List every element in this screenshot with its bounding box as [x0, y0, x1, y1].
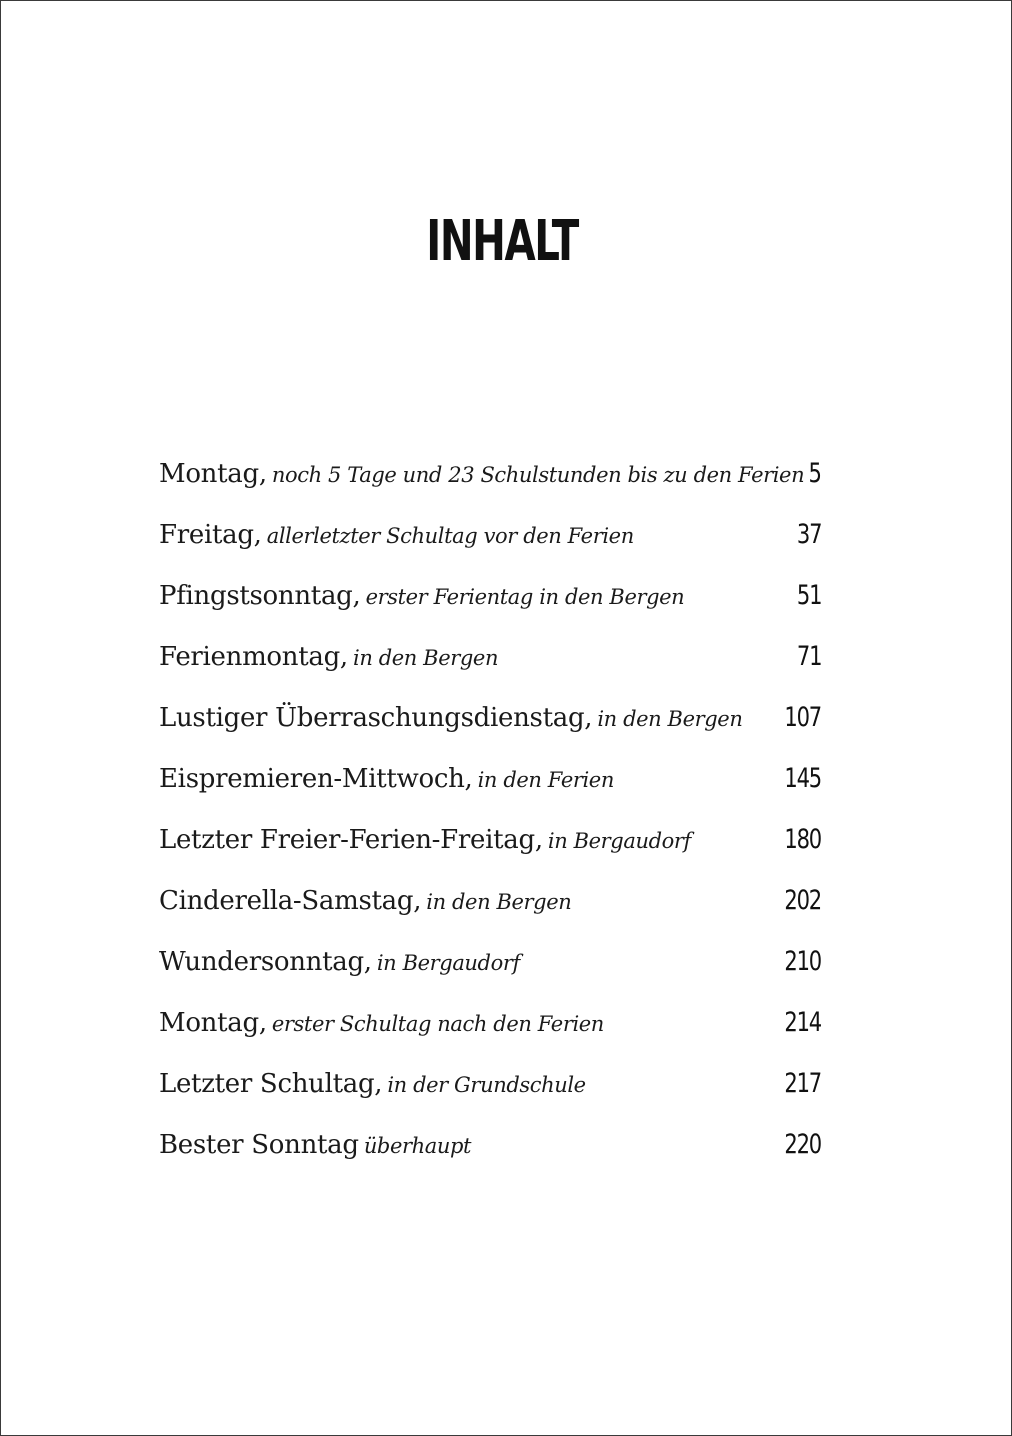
- chapter-subtitle: allerletzter Schultag vor den Ferien: [266, 524, 634, 548]
- chapter-title: Eispremieren-Mittwoch,: [159, 764, 473, 794]
- toc-entry: [159, 514, 827, 575]
- toc-entry: [159, 941, 827, 1002]
- toc-entry: [159, 697, 827, 758]
- chapter-subtitle: noch 5 Tage und 23 Schulstunden bis zu den Ferien: [271, 463, 805, 487]
- chapter-title: Cinderella-Samstag,: [159, 886, 422, 916]
- chapter-title: Montag,: [159, 1008, 267, 1038]
- toc-entry: [159, 1063, 827, 1124]
- toc-entry: [159, 880, 827, 941]
- page-number: 180: [784, 824, 821, 855]
- page-number: 107: [784, 702, 821, 733]
- page-number: 5: [808, 458, 821, 489]
- chapter-title: Freitag,: [159, 520, 262, 550]
- page-number: 37: [796, 519, 821, 550]
- chapter-title: Bester Sonntag: [159, 1130, 359, 1160]
- page-number: 217: [784, 1068, 821, 1099]
- chapter-title: Lustiger Überraschungsdienstag,: [159, 703, 593, 733]
- page-title: INHALT: [426, 209, 578, 274]
- chapter-subtitle: erster Ferientag in den Bergen: [365, 585, 685, 609]
- chapter-title: Pfingstsonntag,: [159, 581, 361, 611]
- toc-entry: [159, 453, 827, 514]
- toc-entry: [159, 758, 827, 819]
- chapter-subtitle: in den Bergen: [426, 890, 572, 914]
- toc-entry: [159, 1002, 827, 1063]
- chapter-subtitle: in den Bergen: [353, 646, 499, 670]
- chapter-subtitle: in Bergaudorf: [547, 829, 691, 853]
- page-number: 51: [796, 580, 821, 611]
- chapter-subtitle: in den Bergen: [597, 707, 743, 731]
- toc-entry: [159, 575, 827, 636]
- page-number: 214: [784, 1007, 821, 1038]
- chapter-title: Ferienmontag,: [159, 642, 348, 672]
- chapter-title: Letzter Schultag,: [159, 1069, 383, 1099]
- chapter-title: Montag,: [159, 459, 267, 489]
- page-number: 220: [784, 1129, 821, 1160]
- page-number: 202: [784, 885, 821, 916]
- chapter-subtitle: in den Ferien: [477, 768, 614, 792]
- chapter-title: Wundersonntag,: [159, 947, 372, 977]
- page-number: 210: [784, 946, 821, 977]
- chapter-subtitle: in Bergaudorf: [376, 951, 520, 975]
- toc-entry: [159, 819, 827, 880]
- chapter-subtitle: überhaupt: [363, 1134, 472, 1158]
- toc-entry: [159, 636, 827, 697]
- toc-entry: [159, 1124, 827, 1185]
- chapter-subtitle: in der Grundschule: [387, 1073, 586, 1097]
- page-number: 71: [796, 641, 821, 672]
- chapter-title: Letzter Freier-Ferien-Freitag,: [159, 825, 543, 855]
- page-number: 145: [784, 763, 821, 794]
- table-of-contents: [159, 453, 827, 1185]
- chapter-subtitle: erster Schultag nach den Ferien: [271, 1012, 604, 1036]
